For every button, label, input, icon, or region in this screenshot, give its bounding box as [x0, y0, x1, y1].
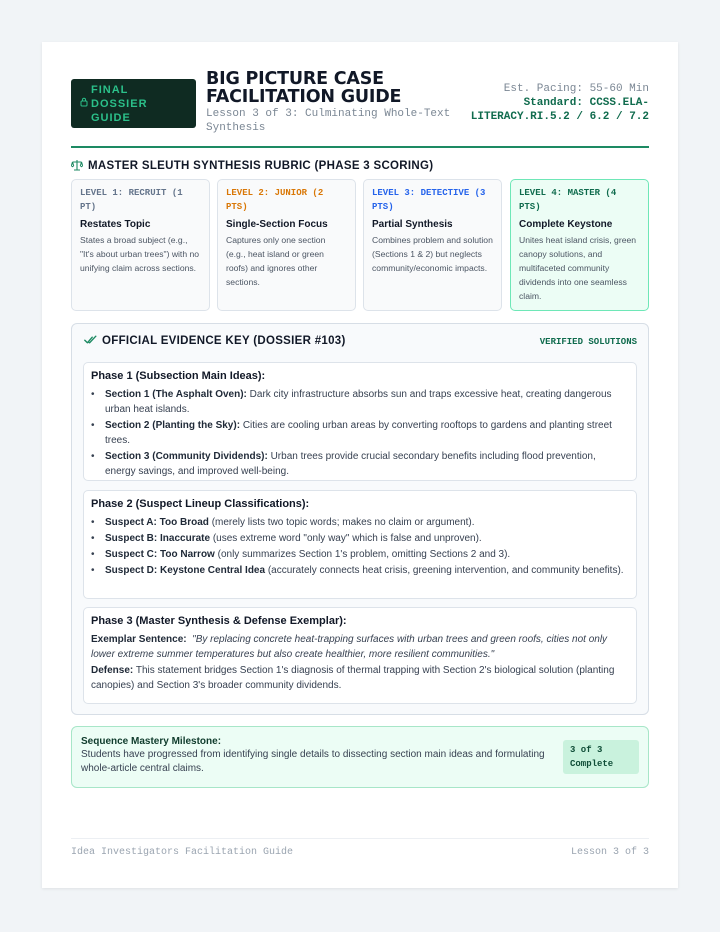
level-description: States a broad subject (e.g., "It's about urban trees") with no unifying claim across sections.	[80, 235, 200, 273]
badge-line: FINAL	[91, 84, 129, 96]
badge-line: Complete	[570, 759, 614, 769]
item-label: Suspect C: Too Narrow	[105, 549, 215, 560]
evidence-title-text: OFFICIAL EVIDENCE KEY (DOSSIER #103)	[102, 335, 346, 347]
standard-line: Standard: CCSS.ELA-	[523, 97, 649, 109]
rubric-card-level-1	[71, 179, 210, 311]
list-item	[91, 387, 629, 417]
badge-line: DOSSIER	[91, 98, 148, 110]
phase-1-box	[83, 362, 637, 481]
double-check-icon	[84, 335, 97, 345]
item-text: Dark city infrastructure absorbs sun and traps excessive heat, creating dangerous urban heat islands.	[105, 389, 612, 415]
lock-icon	[80, 97, 88, 107]
rubric-cards	[71, 179, 649, 311]
rubric-card-level-4	[510, 179, 649, 311]
level-label: LEVEL 3: DETECTIVE (3 PTS)	[372, 188, 486, 212]
final-dossier-badge	[71, 79, 196, 128]
lesson-subtitle: Lesson 3 of 3: Culminating Whole-Text Synthesis	[206, 108, 451, 134]
level-description: Captures only one section (e.g., heat island or green roofs) and ignores other sections.	[226, 235, 326, 287]
item-label: Suspect D: Keystone Central Idea	[105, 565, 266, 576]
milestone-callout	[71, 726, 649, 788]
evidence-key-panel	[71, 323, 649, 715]
list-item	[91, 547, 629, 562]
item-label: Suspect A: Too Broad	[105, 517, 209, 528]
verified-tag: VERIFIED SOLUTIONS	[539, 337, 637, 347]
header-divider	[71, 146, 649, 148]
item-label: Section 3 (Community Dividends):	[105, 451, 268, 462]
rubric-heading	[71, 159, 433, 172]
phase-heading: Phase 2 (Suspect Lineup Classifications):	[91, 498, 310, 510]
evidence-heading	[84, 335, 346, 347]
list-item	[91, 563, 629, 578]
list-item	[91, 515, 629, 530]
defense-text: This statement bridges Section 1's diagnosis of thermal trapping with Section 2's biological solution (planting canopies) and Section 3's broader community dividends.	[91, 665, 615, 691]
footer-page-label: Lesson 3 of 3	[570, 847, 649, 858]
defense-label: Defense:	[91, 665, 134, 676]
badge-line: 3 of 3	[570, 745, 603, 755]
item-label: Suspect B: Inaccurate	[105, 533, 211, 544]
item-text: Urban trees provide crucial secondary benefits including flood prevention, energy savings, and improved well-being.	[105, 451, 596, 477]
exemplar-label: Exemplar Sentence:	[91, 634, 187, 645]
item-text: (only summarizes Section 1's problem, omitting Sections 2 and 3).	[217, 549, 511, 560]
level-label: LEVEL 1: RECRUIT (1 PT)	[80, 188, 183, 212]
phase-2-box	[83, 490, 637, 599]
level-label: LEVEL 2: JUNIOR (2 PTS)	[226, 188, 324, 212]
level-name: Partial Synthesis	[372, 219, 453, 230]
phase-3-box	[83, 607, 637, 704]
guide-page	[42, 42, 678, 888]
level-name: Single-Section Focus	[226, 219, 328, 230]
milestone-title: Sequence Mastery Milestone:	[81, 736, 222, 747]
exemplar-sentence	[91, 632, 629, 662]
rubric-title-text: MASTER SLEUTH SYNTHESIS RUBRIC (PHASE 3 SCORING)	[88, 160, 434, 172]
phase-heading: Phase 3 (Master Synthesis & Defense Exemplar):	[91, 615, 347, 627]
list-item	[91, 531, 629, 546]
rubric-card-level-3	[363, 179, 502, 311]
level-description: Combines problem and solution (Sections 1 & 2) but neglects community/economic impacts.	[372, 235, 493, 273]
exemplar-text: "By replacing concrete heat-trapping surfaces with urban trees and green roofs, cities not only lower extreme summer temperatures but also create healthier, more resilient communities."	[91, 634, 608, 660]
phase-heading: Phase 1 (Subsection Main Ideas):	[91, 370, 266, 382]
title-line: FACILITATION GUIDE	[206, 87, 402, 107]
list-item	[91, 449, 629, 479]
item-text: (uses extreme word "only way" which is false and unproven).	[212, 533, 482, 544]
completion-badge	[563, 740, 639, 774]
page-title	[206, 70, 466, 106]
footer-divider	[71, 838, 649, 839]
defense-statement	[91, 663, 629, 693]
level-name: Complete Keystone	[519, 219, 613, 230]
level-description: Unites heat island crisis, green canopy solutions, and multifaceted community dividends into one seamless claim.	[519, 235, 637, 301]
milestone-text: Students have progressed from identifying single details to dissecting section main ideas and formulating whole-article central claims.	[81, 749, 545, 774]
item-label: Section 2 (Planting the Sky):	[105, 420, 241, 431]
item-text: (merely lists two topic words; makes no claim or argument).	[211, 517, 475, 528]
title-line: BIG PICTURE CASE	[206, 69, 384, 89]
pacing-text: Est. Pacing: 55-60 Min	[503, 83, 649, 95]
lesson-meta	[471, 82, 649, 124]
item-text: Cities are cooling urban areas by converting rooftops to gardens and planting street trees.	[105, 420, 612, 446]
list-item	[91, 418, 629, 448]
phase-2-list	[91, 515, 629, 578]
rubric-card-level-2	[217, 179, 356, 311]
level-name: Restates Topic	[80, 219, 151, 230]
standard-text	[471, 96, 649, 124]
item-label: Section 1 (The Asphalt Oven):	[105, 389, 247, 400]
item-text: (accurately connects heat crisis, greening intervention, and community benefits).	[267, 565, 624, 576]
phase-1-list	[91, 387, 629, 479]
level-label: LEVEL 4: MASTER (4 PTS)	[519, 188, 617, 212]
footer-guide-name: Idea Investigators Facilitation Guide	[71, 847, 294, 858]
scales-icon	[71, 159, 83, 171]
standard-line: LITERACY.RI.5.2 / 6.2 / 7.2	[470, 111, 649, 123]
badge-line: GUIDE	[91, 112, 131, 124]
